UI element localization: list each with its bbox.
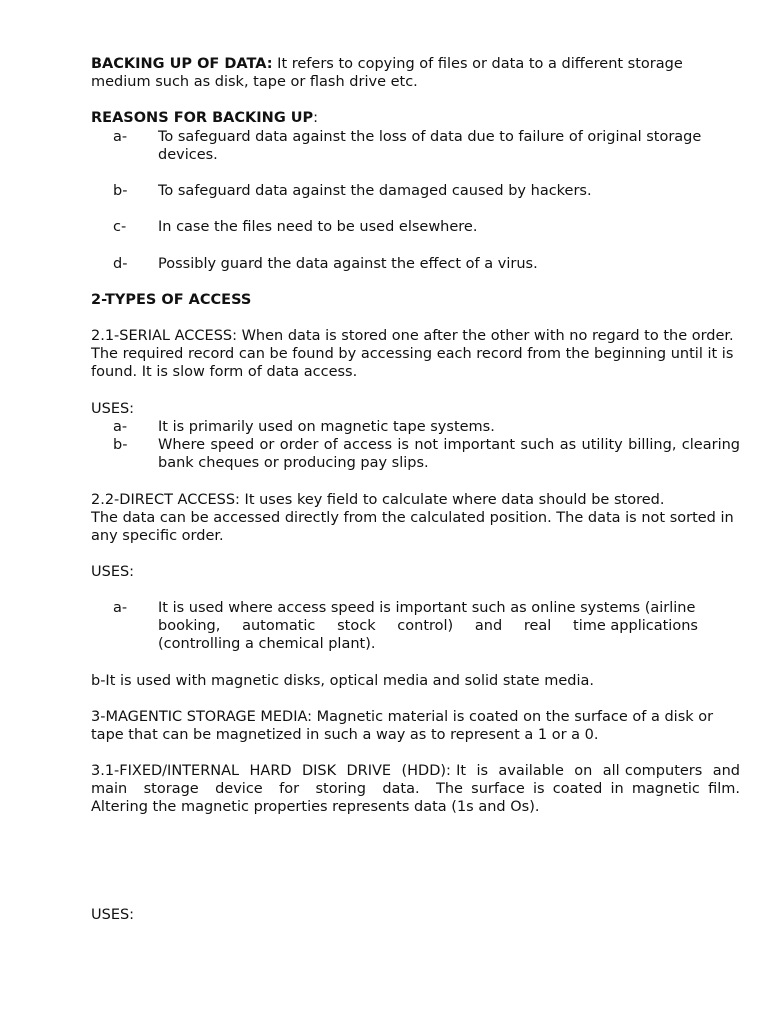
direct-use-word: booking, — [158, 618, 221, 635]
serial-use-item — [91, 418, 740, 436]
direct-use-word: and — [474, 618, 503, 635]
direct-use-line: (controlling a chemical plant). — [158, 636, 376, 653]
serial-uses-label: USES: — [91, 401, 135, 417]
serial-access-paragraph: 2.1-SERIAL ACCESS: When data is stored one after the other with no regard to the order. The required record can be found by accessing each record from the beginning until it is found. It is slow form of data access. — [91, 328, 734, 381]
direct-access-line: The data can be accessed directly from the calculated position. The data is not sorted in any specific order. — [91, 510, 734, 545]
direct-uses-label: USES: — [91, 564, 135, 580]
reason-marker: d- — [113, 256, 128, 272]
reason-text: Possibly guard the data against the effect of a virus. — [158, 256, 538, 272]
reasons-heading-colon: : — [313, 110, 319, 126]
types-heading: 2-TYPES OF ACCESS — [91, 292, 252, 308]
serial-use-marker: a- — [113, 419, 128, 435]
serial-use-item — [91, 436, 740, 472]
reason-item — [91, 218, 740, 236]
reason-text: In case the files need to be used elsewhere. — [158, 219, 478, 235]
reason-marker: b- — [113, 183, 128, 199]
direct-access-line: 2.2-DIRECT ACCESS: It uses key field to calculate where data should be stored. — [91, 492, 665, 508]
reason-item — [91, 255, 740, 273]
direct-access-paragraph — [91, 491, 740, 546]
hdd-uses-label: USES: — [91, 907, 135, 923]
reason-marker: c- — [113, 219, 127, 235]
direct-use-text — [158, 599, 698, 654]
direct-use-item — [91, 599, 740, 654]
direct-use-line — [158, 617, 698, 635]
reason-text: To safeguard data against the damaged caused by hackers. — [158, 183, 592, 199]
direct-use-word: real — [523, 618, 552, 635]
direct-use-b: b-It is used with magnetic disks, optical media and solid state media. — [91, 673, 594, 689]
direct-use-word: stock — [337, 618, 376, 635]
magnetic-storage-paragraph: 3-MAGENTIC STORAGE MEDIA: Magnetic material is coated on the surface of a disk or tape that can be magnetized in such a way as to represent a 1 or a 0. — [91, 709, 714, 744]
serial-use-marker: b- — [113, 437, 128, 453]
reasons-heading: REASONS FOR BACKING UP — [91, 110, 314, 126]
direct-use-word: time applications — [573, 618, 698, 635]
direct-use-word: control) — [397, 618, 454, 635]
reasons-heading-line — [91, 109, 740, 127]
direct-use-line: It is used where access speed is important such as online systems (airline — [158, 600, 696, 616]
backup-heading: BACKING UP OF DATA: — [91, 56, 273, 72]
reason-marker: a- — [113, 129, 128, 145]
serial-use-text: It is primarily used on magnetic tape systems. — [158, 419, 495, 435]
backup-text: It refers to copying of files or data to a different storage medium such as disk, tape or flash drive etc. — [91, 56, 683, 91]
direct-use-marker: a- — [113, 600, 128, 616]
backup-paragraph — [91, 55, 740, 91]
reason-item — [91, 128, 740, 164]
direct-use-word: automatic — [242, 618, 316, 635]
reason-item — [91, 182, 740, 200]
serial-use-text: Where speed or order of access is not important such as utility billing, clearing bank cheques or producing pay slips. — [158, 437, 740, 472]
hdd-paragraph: 3.1-FIXED/INTERNAL HARD DISK DRIVE (HDD): It is available on all computers and main storage device for storing data. The surface is coated in magnetic film. Altering the magnetic properties represents data (1s and Os). — [91, 763, 750, 816]
reason-text: To safeguard data against the loss of data due to failure of original storage devices. — [158, 129, 702, 164]
